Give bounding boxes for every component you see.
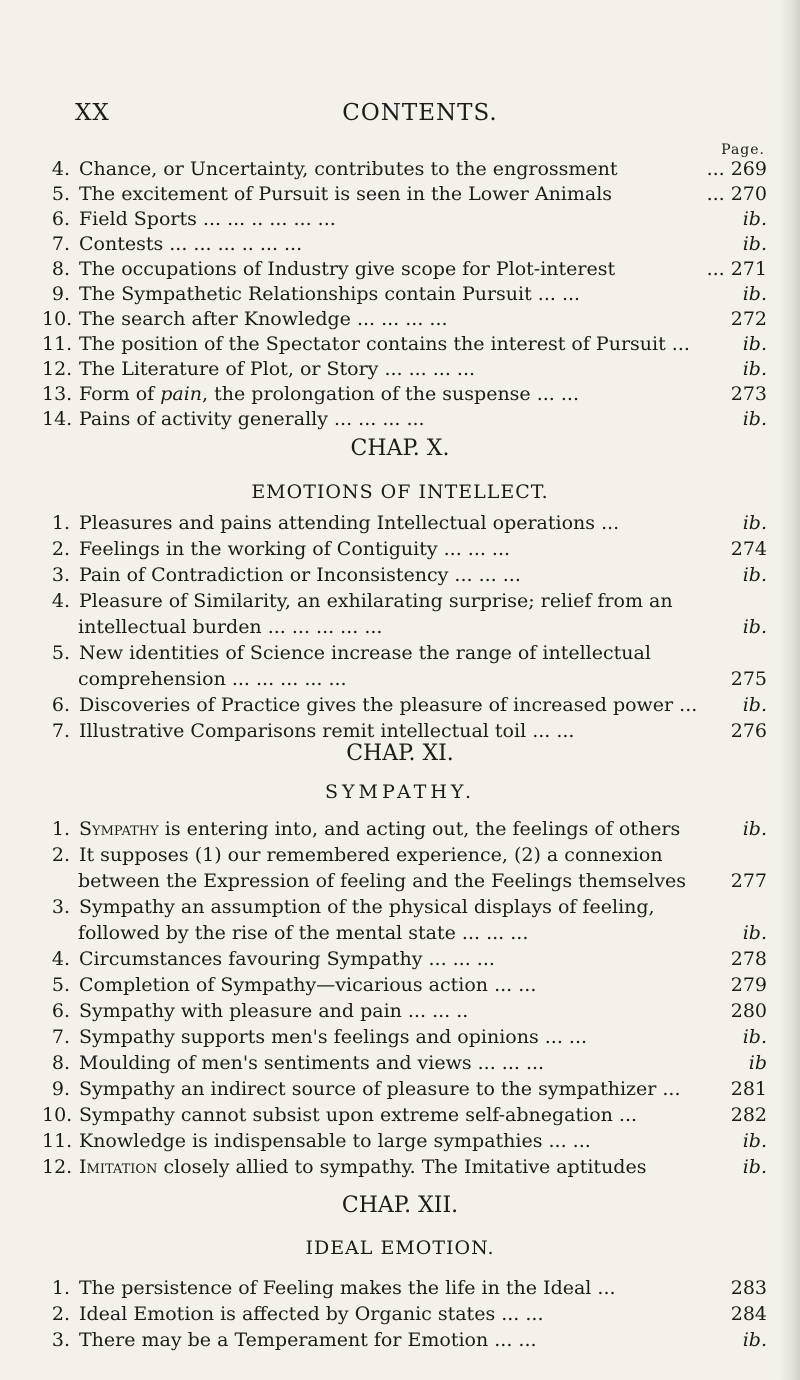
- entry-number: 10.: [42, 1104, 73, 1126]
- entry-page: ... 271: [706, 258, 767, 280]
- entry-number: 4.: [51, 948, 70, 970]
- entry-title: Ideal Emotion is affected by Organic states ... ...: [79, 1303, 544, 1325]
- entry-page: 283: [730, 1277, 767, 1299]
- entry-continuation: followed by the rise of the mental state ... ... ...: [78, 922, 529, 944]
- entry-title: Sympathy supports men's feelings and opinions ... ...: [79, 1026, 588, 1048]
- entry-title: The position of the Spectator contains the interest of Pursuit ...: [79, 333, 690, 355]
- entry-page: ib.: [742, 694, 767, 716]
- entry-number: 11.: [42, 333, 73, 355]
- entry-page: 272: [730, 308, 767, 330]
- entry-number: 2.: [51, 538, 70, 560]
- entry-number: 3.: [51, 564, 70, 586]
- entry-number: 3.: [51, 1329, 70, 1351]
- entry-number: 6.: [51, 1000, 70, 1022]
- entry-page: ib.: [742, 1130, 767, 1152]
- entry-page: ib.: [742, 1026, 767, 1048]
- entry-number: 5.: [51, 642, 70, 664]
- entry-title: Illustrative Comparisons remit intellectual toil ... ...: [79, 720, 575, 742]
- folio: XX: [75, 100, 110, 126]
- entry-continuation: intellectual burden ... ... ... ... ...: [78, 616, 383, 638]
- running-title: CONTENTS.: [342, 100, 498, 126]
- entry-title: The Sympathetic Relationships contain Pursuit ... ...: [79, 283, 581, 305]
- entry-page: 278: [730, 948, 767, 970]
- entry-title: Discoveries of Practice gives the pleasure of increased power ...: [79, 694, 698, 716]
- entry-title: Form of pain, the prolongation of the suspense ... ...: [79, 383, 579, 405]
- entry-title: Chance, or Uncertainty, contributes to the engrossment: [79, 158, 618, 180]
- entry-page: 281: [730, 1078, 767, 1100]
- entry-number: 14.: [42, 408, 73, 430]
- entry-title: Knowledge is indispensable to large sympathies ... ...: [79, 1130, 591, 1152]
- entry-number: 13.: [42, 383, 73, 405]
- entry-number: 7.: [51, 233, 70, 255]
- entry-number: 8.: [51, 258, 70, 280]
- entry-number: 5.: [51, 974, 70, 996]
- page-header: [75, 100, 765, 128]
- entry-title: Sympathy is entering into, and acting out, the feelings of others: [79, 818, 681, 840]
- entry-number: 11.: [42, 1130, 73, 1152]
- entry-page: 284: [730, 1303, 767, 1325]
- entry-number: 9.: [51, 1078, 70, 1100]
- entry-title: The excitement of Pursuit is seen in the Lower Animals: [79, 183, 613, 205]
- entry-title: New identities of Science increase the range of intellectual: [79, 642, 651, 664]
- chapter-xi-title: CHAP. XI.: [346, 741, 454, 766]
- entry-number: 10.: [42, 308, 73, 330]
- entry-page: ... 270: [706, 183, 767, 205]
- entry-title: There may be a Temperament for Emotion ... ...: [79, 1329, 537, 1351]
- entry-continuation: between the Expression of feeling and the Feelings themselves: [78, 870, 687, 892]
- entry-number: 12.: [42, 1156, 73, 1178]
- entry-title: The search after Knowledge ... ... ... ...: [79, 308, 448, 330]
- entry-page: ... 269: [706, 158, 767, 180]
- entry-page: ib: [748, 1052, 767, 1074]
- entry-number: 12.: [42, 358, 73, 380]
- entry-number: 7.: [51, 1026, 70, 1048]
- entry-number: 7.: [51, 720, 70, 742]
- entry-number: 5.: [51, 183, 70, 205]
- entry-page: ib.: [742, 208, 767, 230]
- entry-page: 280: [730, 1000, 767, 1022]
- entry-page: ib.: [742, 818, 767, 840]
- entry-page: ib.: [742, 1156, 767, 1178]
- entry-title: Pleasures and pains attending Intellectual operations ...: [79, 512, 620, 534]
- page-edge-shadow: [778, 0, 800, 1380]
- entry-number: 2.: [51, 1303, 70, 1325]
- entry-title: Circumstances favouring Sympathy ... ... ...: [79, 948, 495, 970]
- entry-page: ib.: [742, 564, 767, 586]
- entry-page: ib.: [742, 1329, 767, 1351]
- entry-page: ib.: [742, 333, 767, 355]
- entry-page: 273: [730, 383, 767, 405]
- entry-title: The persistence of Feeling makes the life in the Ideal ...: [79, 1277, 616, 1299]
- entry-number: 4.: [51, 590, 70, 612]
- entry-page: ib.: [742, 408, 767, 430]
- entry-page: 277: [730, 870, 767, 892]
- entry-title: It supposes (1) our remembered experience, (2) a connexion: [79, 844, 663, 866]
- entry-title: Pains of activity generally ... ... ... ...: [79, 408, 425, 430]
- entry-title: Contests ... ... ... .. ... ...: [79, 233, 303, 255]
- entry-title: Pleasure of Similarity, an exhilarating surprise; relief from an: [79, 590, 673, 612]
- entry-page: 276: [730, 720, 767, 742]
- entry-title: Sympathy cannot subsist upon extreme self-abnegation ...: [79, 1104, 638, 1126]
- chapter-x-subtitle: EMOTIONS OF INTELLECT.: [251, 481, 549, 503]
- entry-number: 1.: [51, 818, 70, 840]
- entry-title: The Literature of Plot, or Story ... ... ... ...: [79, 358, 476, 380]
- page-column-label: Page.: [721, 142, 765, 158]
- entry-title: Sympathy an assumption of the physical displays of feeling,: [79, 896, 655, 918]
- chapter-x-title: CHAP. X.: [350, 436, 450, 461]
- entry-number: 8.: [51, 1052, 70, 1074]
- entry-title: The occupations of Industry give scope for Plot-interest: [79, 258, 616, 280]
- entry-continuation: comprehension ... ... ... ... ...: [78, 668, 347, 690]
- entry-page: ib.: [742, 922, 767, 944]
- entry-number: 1.: [51, 512, 70, 534]
- entry-title: Moulding of men's sentiments and views ... ... ...: [79, 1052, 545, 1074]
- entry-page: ib.: [742, 616, 767, 638]
- entry-title: Pain of Contradiction or Inconsistency ... ... ...: [79, 564, 521, 586]
- chapter-xii-subtitle: IDEAL EMOTION.: [305, 1237, 495, 1259]
- entry-title: Completion of Sympathy—vicarious action ... ...: [79, 974, 537, 996]
- entry-number: 6.: [51, 208, 70, 230]
- entry-title: Sympathy with pleasure and pain ... ... ..: [79, 1000, 469, 1022]
- entry-number: 9.: [51, 283, 70, 305]
- entry-title: Feelings in the working of Contiguity ... ... ...: [79, 538, 511, 560]
- entry-number: 6.: [51, 694, 70, 716]
- entry-title: Sympathy an indirect source of pleasure to the sympathizer ...: [79, 1078, 681, 1100]
- chapter-xi-subtitle: SYMPATHY.: [324, 781, 476, 803]
- entry-page: ib.: [742, 233, 767, 255]
- entry-number: 4.: [51, 158, 70, 180]
- entry-title: Field Sports ... ... .. ... ... ...: [79, 208, 336, 230]
- entry-number: 3.: [51, 896, 70, 918]
- entry-page: 282: [730, 1104, 767, 1126]
- entry-title: Imitation closely allied to sympathy. The Imitative aptitudes: [79, 1156, 647, 1178]
- entry-page: 275: [730, 668, 767, 690]
- entry-number: 1.: [51, 1277, 70, 1299]
- entry-page: ib.: [742, 358, 767, 380]
- entry-page: ib.: [742, 283, 767, 305]
- entry-number: 2.: [51, 844, 70, 866]
- entry-page: 279: [730, 974, 767, 996]
- entry-page: ib.: [742, 512, 767, 534]
- entry-page: 274: [730, 538, 767, 560]
- chapter-xii-title: CHAP. XII.: [341, 1193, 459, 1218]
